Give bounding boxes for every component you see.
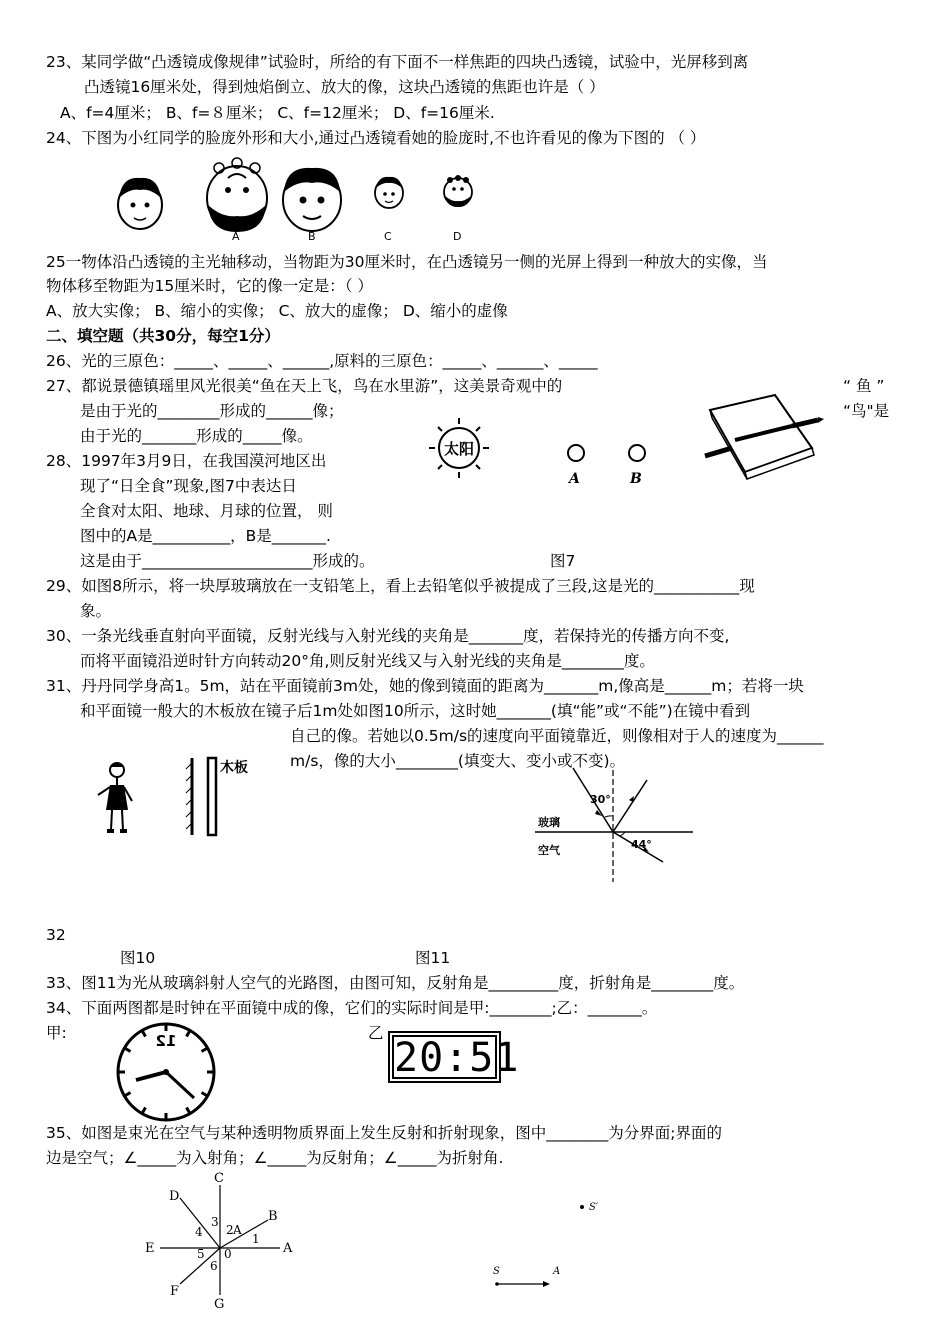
fig7-caption: 图7 — [550, 552, 576, 570]
q28-line3: 全食对太阳、地球、月球的位置， 则 — [80, 502, 333, 520]
q25-line1: 25一物体沿凸透镜的主光轴移动，当物距为30厘米时，在凸透镜另一侧的光屏上得到一种放大的实像，当 — [46, 253, 768, 271]
label-a: A — [283, 1241, 293, 1256]
q32-number: 32 — [46, 926, 66, 944]
face-d-label: D — [453, 230, 462, 243]
q27-line2: 是由于光的________形成的______像； — [80, 402, 344, 420]
q28-line5: 这是由于______________________形成的。 — [80, 552, 375, 570]
fig11-refraction — [535, 750, 695, 882]
q27-line1-end: “ 鱼 ” — [843, 377, 885, 395]
angle-44-label: 44° — [631, 838, 652, 851]
label-c: C — [214, 1171, 224, 1186]
q23-line1: 23、某同学做“凸透镜成像规律”试验时，所给的有下面不一样焦距的四块凸透镜，试验中，光屏移到离 — [46, 53, 749, 71]
angle-6-label: 6 — [210, 1259, 218, 1273]
q28-line4: 图中的A是__________，B是_______. — [80, 527, 331, 545]
board — [208, 758, 216, 835]
q33-line: 33、图11为光从玻璃斜射人空气的光路图，由图可知，反射角是_________度，折射角是________度。 — [46, 974, 745, 992]
circle-a-label: A — [569, 471, 580, 487]
q23-line2: 凸透镜16厘米处，得到烛焰倒立、放大的像，这块凸透镜的焦距也许是（ ） — [84, 78, 605, 96]
q27-line3: 由于光的_______形成的_____像。 — [80, 427, 313, 445]
glass-label: 玻璃 — [538, 816, 560, 829]
air-label: 空气 — [538, 844, 560, 857]
q31-line2: 和平面镜一般大的木板放在镜子后1m处如图10所示，这时她_______(填“能”或“不能”)在镜中看到 — [80, 702, 751, 720]
digital-clock-reading: 20:51 — [394, 1035, 520, 1081]
q27-line2-end: “鸟"是 — [843, 402, 890, 420]
point-a-inner-label: A — [233, 1223, 242, 1237]
q29-line2: 象。 — [80, 602, 112, 620]
clock-12-label: 12 — [155, 1032, 177, 1050]
q31-line3: 自己的像。若她以0.5m/s的速度向平面镜靠近，则像相对于人的速度为______ — [290, 727, 824, 745]
label-d: D — [169, 1189, 180, 1204]
q31-line4: m/s，像的大小________(填变大、变小或不变)。 — [290, 752, 625, 770]
circle-b-label: B — [630, 471, 642, 487]
angle-1-label: 1 — [252, 1232, 260, 1246]
face-a — [207, 158, 267, 232]
fig11-caption: 图11 — [415, 949, 451, 967]
q34-yi-label: 乙 — [368, 1024, 384, 1042]
label-b: B — [268, 1209, 278, 1224]
fig7-sun-figure — [415, 415, 655, 495]
face-b-label: B — [308, 230, 316, 243]
s-label: S — [493, 1266, 500, 1277]
q28-line2: 现了“日全食”现象,图7中表达日 — [80, 477, 297, 495]
label-g: G — [214, 1297, 225, 1312]
angle-30-label: 30° — [590, 793, 611, 806]
point-a-label: A — [553, 1266, 561, 1277]
q26-line: 26、光的三原色：_____、_____、______,原料的三原色：_____、______、_____ — [46, 352, 598, 370]
q30-line1: 30、一条光线垂直射向平面镜，反射光线与入射光线的夹角是_______度，若保持光的传播方向不变, — [46, 627, 730, 645]
angle-5-label: 5 — [197, 1247, 205, 1261]
section-title: 二、填空题（共30分，每空1分） — [46, 327, 280, 345]
q34-line1: 34、下面两图都是时钟在平面镜中成的像，它们的实际时间是甲:________;乙：_______。 — [46, 999, 658, 1017]
sun-label: 太阳 — [444, 440, 475, 458]
face-original — [118, 178, 162, 229]
face-d — [444, 175, 472, 207]
q30-line2: 而将平面镜沿逆时针方向转动20°角,则反射光线又与入射光线的夹角是________度。 — [80, 652, 655, 670]
angle-4-label: 4 — [195, 1225, 203, 1239]
q25-options: A、放大实像； B、缩小的实像； C、放大的虚像； D、缩小的虚像 — [46, 302, 508, 320]
clock-mirror-figure — [114, 1020, 218, 1124]
q34-jia-label: 甲: — [46, 1024, 67, 1042]
label-f: F — [170, 1284, 180, 1299]
face-a-label: A — [232, 230, 240, 243]
q24-line1: 24、下图为小红同学的脸庞外形和大小,通过凸透镜看她的脸庞时,不也许看见的像为下图的 （ ） — [46, 129, 706, 147]
fig8-glass-pencil — [700, 390, 825, 485]
q28-line1: 28、1997年3月9日，在我国漠河地区出 — [46, 452, 327, 470]
q27-line1: 27、都说景德镇瑶里风光很美“鱼在天上飞，鸟在水里游”，这美景奇观中的 — [46, 377, 563, 395]
circle-b — [629, 445, 645, 461]
board-label: 木板 — [220, 760, 248, 776]
fig10-girl-mirror — [90, 755, 280, 840]
girl-icon — [98, 763, 132, 833]
mirror — [186, 758, 192, 835]
point-s-prime — [580, 1205, 584, 1209]
face-c-label: C — [384, 230, 392, 243]
q35-ray-diagram — [140, 1170, 300, 1310]
q25-line2: 物体移至物距为15厘米时，它的像一定是：（ ） — [46, 277, 373, 295]
q35-line1: 35、如图是束光在空气与某种透明物质界面上发生反射和折射现象，图中________为分界面;界面的 — [46, 1124, 722, 1142]
q23-options: A、f=4厘米； B、f=８厘米； C、f=12厘米； D、f=16厘米. — [60, 104, 495, 122]
q35-point-figure — [485, 1195, 615, 1295]
q31-line1: 31、丹丹同学身高1。5m，站在平面镜前3m处，她的像到镜面的距离为_______m,像高是______m；若将一块 — [46, 677, 804, 695]
angle-2-label: 2 — [226, 1223, 234, 1237]
q29-line1: 29、如图8所示，将一块厚玻璃放在一支铅笔上，看上去铅笔似乎被提成了三段,这是光的___________现 — [46, 577, 755, 595]
angle-3-label: 3 — [211, 1215, 219, 1229]
face-b — [283, 168, 341, 231]
q24-faces-figure — [110, 150, 490, 245]
origin-label: 0 — [224, 1247, 232, 1261]
face-c — [375, 177, 403, 208]
circle-a — [568, 445, 584, 461]
fig10-caption: 图10 — [120, 949, 156, 967]
s-prime-label: S′ — [589, 1202, 599, 1213]
label-e: E — [145, 1241, 155, 1256]
q35-line2: 边是空气；∠_____为入射角；∠_____为反射角；∠_____为折射角. — [46, 1149, 504, 1167]
